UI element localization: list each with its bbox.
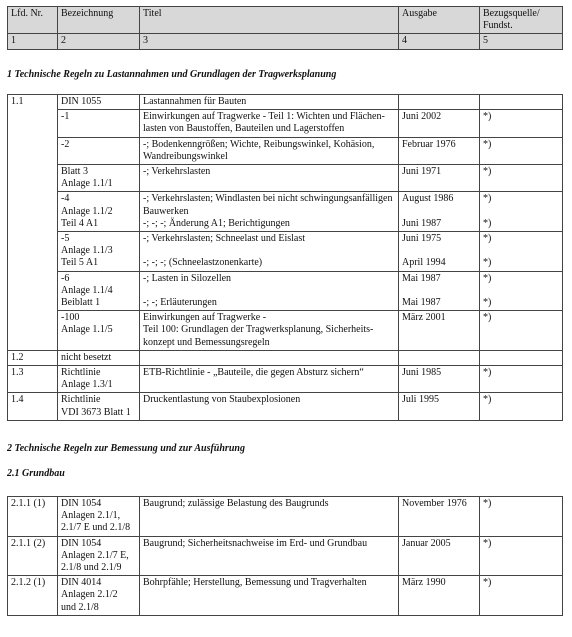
cell-bezeichnung: [58, 165, 140, 192]
cell-ausgabe: [399, 497, 480, 537]
cell-lfd-nr-line: [11, 138, 54, 150]
cell-ausgabe-line: März 1990: [402, 577, 446, 589]
cell-ausgabe: [399, 110, 480, 137]
col-header-titel: Titel: [140, 7, 399, 34]
cell-ausgabe-line: März 2001: [402, 312, 446, 324]
cell-titel: [140, 137, 399, 164]
cell-ausgabe-line: Juni 1987: [402, 217, 442, 229]
cell-bezeichnung: [58, 110, 140, 137]
col-header-ausgabe: Ausgabe: [399, 7, 480, 34]
cell-ausgabe: [399, 536, 480, 576]
cell-titel: [140, 95, 399, 110]
cell-ausgabe: [399, 95, 480, 110]
cell-titel: [140, 232, 399, 272]
cell-titel: [140, 165, 399, 192]
table-row: [8, 137, 563, 164]
cell-bezugsquelle-line: *): [483, 193, 492, 205]
cell-ausgabe: [399, 271, 480, 311]
col-number: 4: [399, 34, 480, 49]
cell-bezugsquelle: [480, 393, 563, 420]
cell-bezeichnung-line: -4: [61, 193, 70, 205]
header-row: [8, 7, 563, 34]
cell-titel: [140, 366, 399, 393]
cell-bezeichnung-line: nicht besetzt: [61, 351, 112, 363]
cell-titel-line: [143, 352, 395, 364]
section-heading-2-1: 2.1 Grundbau: [7, 468, 65, 479]
table-grundbau: [7, 496, 563, 616]
cell-titel: [140, 576, 399, 616]
cell-bezugsquelle: [480, 95, 563, 110]
cell-ausgabe-line: November 1976: [402, 498, 467, 509]
cell-titel-line: lasten von Baustoffen, Bauteilen und Lagerstoffen: [143, 123, 345, 135]
cell-ausgabe-line: Mai 1987: [402, 297, 441, 309]
cell-titel-line: Bauwerken: [143, 205, 189, 217]
cell-bezugsquelle: [480, 350, 563, 365]
cell-bezeichnung-line: -1: [61, 111, 70, 123]
cell-bezugsquelle-line: *): [483, 257, 492, 269]
cell-bezeichnung: [58, 192, 140, 232]
cell-ausgabe: [399, 366, 480, 393]
cell-ausgabe: [399, 311, 480, 351]
cell-lfd-nr-line: 2.1.1 (2): [11, 537, 46, 549]
cell-bezugsquelle-line: *): [483, 233, 492, 245]
cell-bezeichnung-line: und 2.1/8: [61, 601, 99, 613]
cell-lfd-nr: [8, 350, 58, 365]
column-number-row: [8, 34, 563, 49]
cell-titel-line: -; Verkehrslasten: [143, 166, 211, 178]
cell-ausgabe: [399, 350, 480, 365]
cell-bezeichnung-line: Teil 4 A1: [61, 217, 99, 229]
cell-lfd-nr-line: [11, 312, 54, 324]
section-heading-2: 2 Technische Regeln zur Bemessung und zur Ausführung: [7, 443, 245, 454]
cell-bezugsquelle: [480, 271, 563, 311]
cell-bezugsquelle: [480, 497, 563, 537]
cell-ausgabe: [399, 393, 480, 420]
cell-titel: [140, 192, 399, 232]
cell-titel-line: Einwirkungen auf Tragwerke -: [143, 312, 267, 324]
cell-titel-line: Baugrund; zulässige Belastung des Baugrunds: [143, 498, 329, 509]
cell-titel-line: -; Lasten in Silozellen: [143, 272, 232, 284]
cell-bezeichnung-line: -6: [61, 272, 70, 284]
cell-titel: [140, 311, 399, 351]
cell-titel-line: Wandreibungswinkel: [143, 150, 228, 162]
cell-lfd-nr: [8, 95, 58, 110]
cell-bezeichnung: [58, 95, 140, 110]
cell-lfd-nr-line: 2.1.2 (1): [11, 577, 46, 589]
cell-lfd-nr: [8, 311, 58, 351]
cell-titel-line: Teil 100: Grundlagen der Tragwerksplanung, Sicherheits-: [143, 324, 374, 336]
cell-bezeichnung-line: DIN 4014: [61, 577, 102, 589]
cell-bezeichnung-line: Anlage 1.1/2: [61, 205, 113, 217]
cell-titel-line: Baugrund; Sicherheitsnachweise im Erd- und Grundbau: [143, 537, 368, 549]
cell-bezeichnung: [58, 350, 140, 365]
table-row: [8, 165, 563, 192]
cell-bezeichnung-line: Anlage 1.1/1: [61, 178, 113, 190]
cell-bezeichnung-line: Anlagen 2.1/1,: [61, 510, 121, 522]
cell-titel-line: -; -; Erläuterungen: [143, 297, 217, 309]
cell-bezugsquelle-line: [483, 245, 559, 257]
cell-bezugsquelle: [480, 165, 563, 192]
cell-bezeichnung-line: -100: [61, 312, 80, 324]
cell-bezugsquelle: [480, 576, 563, 616]
cell-bezeichnung-line: Anlage 1.1/4: [61, 284, 113, 296]
cell-bezeichnung-line: Anlage 1.3/1: [61, 379, 113, 391]
cell-lfd-nr-line: 1.1: [11, 96, 24, 107]
cell-bezugsquelle: [480, 192, 563, 232]
cell-ausgabe-line: August 1986: [402, 193, 454, 205]
cell-bezeichnung-line: DIN 1054: [61, 498, 102, 509]
cell-lfd-nr-line: [11, 166, 54, 178]
cell-ausgabe-line: [402, 245, 476, 257]
cell-titel-line: Einwirkungen auf Tragwerke - Teil 1: Wichten und Flächen-: [143, 111, 385, 123]
cell-titel: [140, 110, 399, 137]
cell-bezugsquelle-line: *): [483, 272, 492, 284]
table-row: [8, 311, 563, 351]
cell-ausgabe: [399, 137, 480, 164]
cell-bezugsquelle-line: *): [483, 537, 492, 549]
cell-titel-line: ETB-Richtlinie - „Bauteile, die gegen Absturz sichern“: [143, 367, 364, 379]
table-row: [8, 393, 563, 420]
cell-lfd-nr: [8, 137, 58, 164]
cell-titel: [140, 497, 399, 537]
cell-ausgabe-line: Juli 1995: [402, 394, 439, 406]
table-row: [8, 536, 563, 576]
cell-titel-line: -; -; -; Änderung A1; Berichtigungen: [143, 217, 290, 229]
cell-ausgabe-line: Juni 1975: [402, 233, 442, 245]
cell-ausgabe-line: Juni 1985: [402, 367, 442, 379]
col-header-lfd-nr: Lfd. Nr.: [8, 7, 58, 34]
cell-ausgabe-line: Februar 1976: [402, 138, 456, 150]
cell-bezeichnung: [58, 137, 140, 164]
cell-lfd-nr-line: [11, 193, 54, 205]
cell-bezugsquelle-line: *): [483, 577, 492, 589]
cell-bezeichnung-line: 2.1/8 und 2.1/9: [61, 562, 122, 574]
cell-titel-line: Bohrpfähle; Herstellung, Bemessung und Tragverhalten: [143, 577, 367, 589]
cell-bezeichnung-line: Anlagen 2.1/2: [61, 589, 118, 601]
cell-ausgabe-line: [402, 96, 476, 108]
cell-titel-line: [143, 245, 395, 257]
cell-lfd-nr: [8, 393, 58, 420]
cell-bezeichnung-line: -5: [61, 233, 70, 245]
cell-titel-line: Lastannahmen für Bauten: [143, 96, 247, 107]
table-row: [8, 271, 563, 311]
cell-bezeichnung-line: DIN 1054: [61, 537, 102, 549]
cell-lfd-nr-line: [11, 233, 54, 245]
cell-ausgabe-line: Mai 1987: [402, 272, 441, 284]
cell-titel-line: konzept und Bemessungsregeln: [143, 336, 270, 348]
cell-bezugsquelle-line: [483, 352, 559, 364]
cell-ausgabe-line: Juni 1971: [402, 166, 442, 178]
cell-lfd-nr: [8, 110, 58, 137]
cell-bezeichnung: [58, 576, 140, 616]
cell-bezugsquelle-line: *): [483, 111, 492, 123]
cell-bezeichnung-line: Teil 5 A1: [61, 257, 99, 269]
cell-titel: [140, 536, 399, 576]
cell-bezugsquelle-line: [483, 96, 559, 108]
cell-titel-line: -; Verkehrslasten; Schneelast und Eislast: [143, 233, 306, 245]
cell-lfd-nr-line: 1.3: [11, 367, 24, 379]
cell-bezugsquelle: [480, 366, 563, 393]
col-number: 5: [480, 34, 563, 49]
cell-bezugsquelle-line: [483, 206, 559, 218]
cell-bezeichnung-line: Anlage 1.1/5: [61, 324, 113, 336]
cell-bezugsquelle-line: *): [483, 166, 492, 178]
cell-lfd-nr-line: 2.1.1 (1): [11, 498, 46, 509]
col-number: 1: [8, 34, 58, 49]
cell-titel: [140, 271, 399, 311]
cell-ausgabe: [399, 576, 480, 616]
table-row: [8, 95, 563, 110]
cell-bezugsquelle: [480, 232, 563, 272]
header-table: [7, 6, 563, 50]
cell-lfd-nr: [8, 536, 58, 576]
cell-bezugsquelle: [480, 311, 563, 351]
cell-ausgabe: [399, 165, 480, 192]
cell-bezugsquelle-line: *): [483, 297, 492, 309]
cell-lfd-nr: [8, 497, 58, 537]
table-row: [8, 350, 563, 365]
section-heading-1: 1 Technische Regeln zu Lastannahmen und Grundlagen der Tragwerksplanung: [7, 69, 337, 80]
cell-bezugsquelle-line: *): [483, 312, 492, 324]
cell-lfd-nr: [8, 232, 58, 272]
col-number: 3: [140, 34, 399, 49]
cell-ausgabe-line: [402, 352, 476, 364]
cell-bezugsquelle-line: *): [483, 498, 492, 509]
cell-bezeichnung: [58, 366, 140, 393]
cell-lfd-nr-line: [11, 111, 54, 123]
cell-lfd-nr-line: [11, 272, 54, 284]
cell-bezugsquelle-line: *): [483, 367, 492, 379]
cell-bezeichnung-line: VDI 3673 Blatt 1: [61, 406, 131, 418]
table-lastannahmen: [7, 94, 563, 421]
table-row: [8, 232, 563, 272]
cell-ausgabe-line: [402, 285, 476, 297]
cell-titel-line: Druckentlastung von Staubexplosionen: [143, 394, 301, 406]
cell-titel-line: -; -; -; (Schneelastzonenkarte): [143, 257, 263, 269]
cell-titel: [140, 393, 399, 420]
col-header-bezeichnung: Bezeichnung: [58, 7, 140, 34]
cell-lfd-nr: [8, 165, 58, 192]
cell-lfd-nr: [8, 271, 58, 311]
cell-lfd-nr: [8, 192, 58, 232]
cell-bezeichnung: [58, 311, 140, 351]
cell-bezeichnung-line: Beiblatt 1: [61, 297, 101, 309]
cell-ausgabe: [399, 192, 480, 232]
cell-bezeichnung-line: Anlagen 2.1/7 E,: [61, 549, 129, 561]
cell-bezeichnung-line: Anlage 1.1/3: [61, 245, 113, 257]
cell-lfd-nr: [8, 576, 58, 616]
cell-titel-line: -; Bodenkenngrößen; Wichte, Reibungswinkel, Kohäsion,: [143, 138, 375, 150]
cell-bezugsquelle-line: [483, 285, 559, 297]
cell-bezeichnung-line: -2: [61, 138, 70, 150]
col-header-bezugsquelle: Bezugsquelle/ Fundst.: [480, 7, 563, 34]
table-row: [8, 192, 563, 232]
cell-ausgabe-line: [402, 206, 476, 218]
cell-bezeichnung-line: DIN 1055: [61, 96, 102, 107]
cell-bezeichnung: [58, 536, 140, 576]
cell-bezeichnung: [58, 393, 140, 420]
cell-bezeichnung-line: Richtlinie: [61, 394, 101, 406]
cell-bezugsquelle: [480, 536, 563, 576]
cell-titel-line: [143, 285, 395, 297]
cell-bezeichnung: [58, 497, 140, 537]
cell-bezeichnung-line: 2.1/7 E und 2.1/8: [61, 522, 131, 534]
cell-titel-line: -; Verkehrslasten; Windlasten bei nicht schwingungsanfälligen: [143, 193, 393, 205]
cell-bezeichnung-line: Blatt 3: [61, 166, 88, 178]
cell-ausgabe: [399, 232, 480, 272]
table-row: [8, 366, 563, 393]
cell-bezugsquelle-line: *): [483, 138, 492, 150]
col-number: 2: [58, 34, 140, 49]
cell-ausgabe-line: April 1994: [402, 257, 446, 269]
cell-bezugsquelle: [480, 137, 563, 164]
cell-lfd-nr-line: 1.4: [11, 394, 24, 406]
table-row: [8, 497, 563, 537]
cell-ausgabe-line: Juni 2002: [402, 111, 442, 123]
cell-bezugsquelle-line: *): [483, 217, 492, 229]
table-row: [8, 110, 563, 137]
table-row: [8, 576, 563, 616]
cell-lfd-nr: [8, 366, 58, 393]
cell-bezugsquelle: [480, 110, 563, 137]
cell-ausgabe-line: Januar 2005: [402, 537, 451, 549]
cell-titel: [140, 350, 399, 365]
cell-lfd-nr-line: 1.2: [11, 351, 24, 363]
cell-bezugsquelle-line: *): [483, 394, 492, 406]
cell-bezeichnung-line: Richtlinie: [61, 367, 101, 379]
cell-bezeichnung: [58, 271, 140, 311]
cell-bezeichnung: [58, 232, 140, 272]
